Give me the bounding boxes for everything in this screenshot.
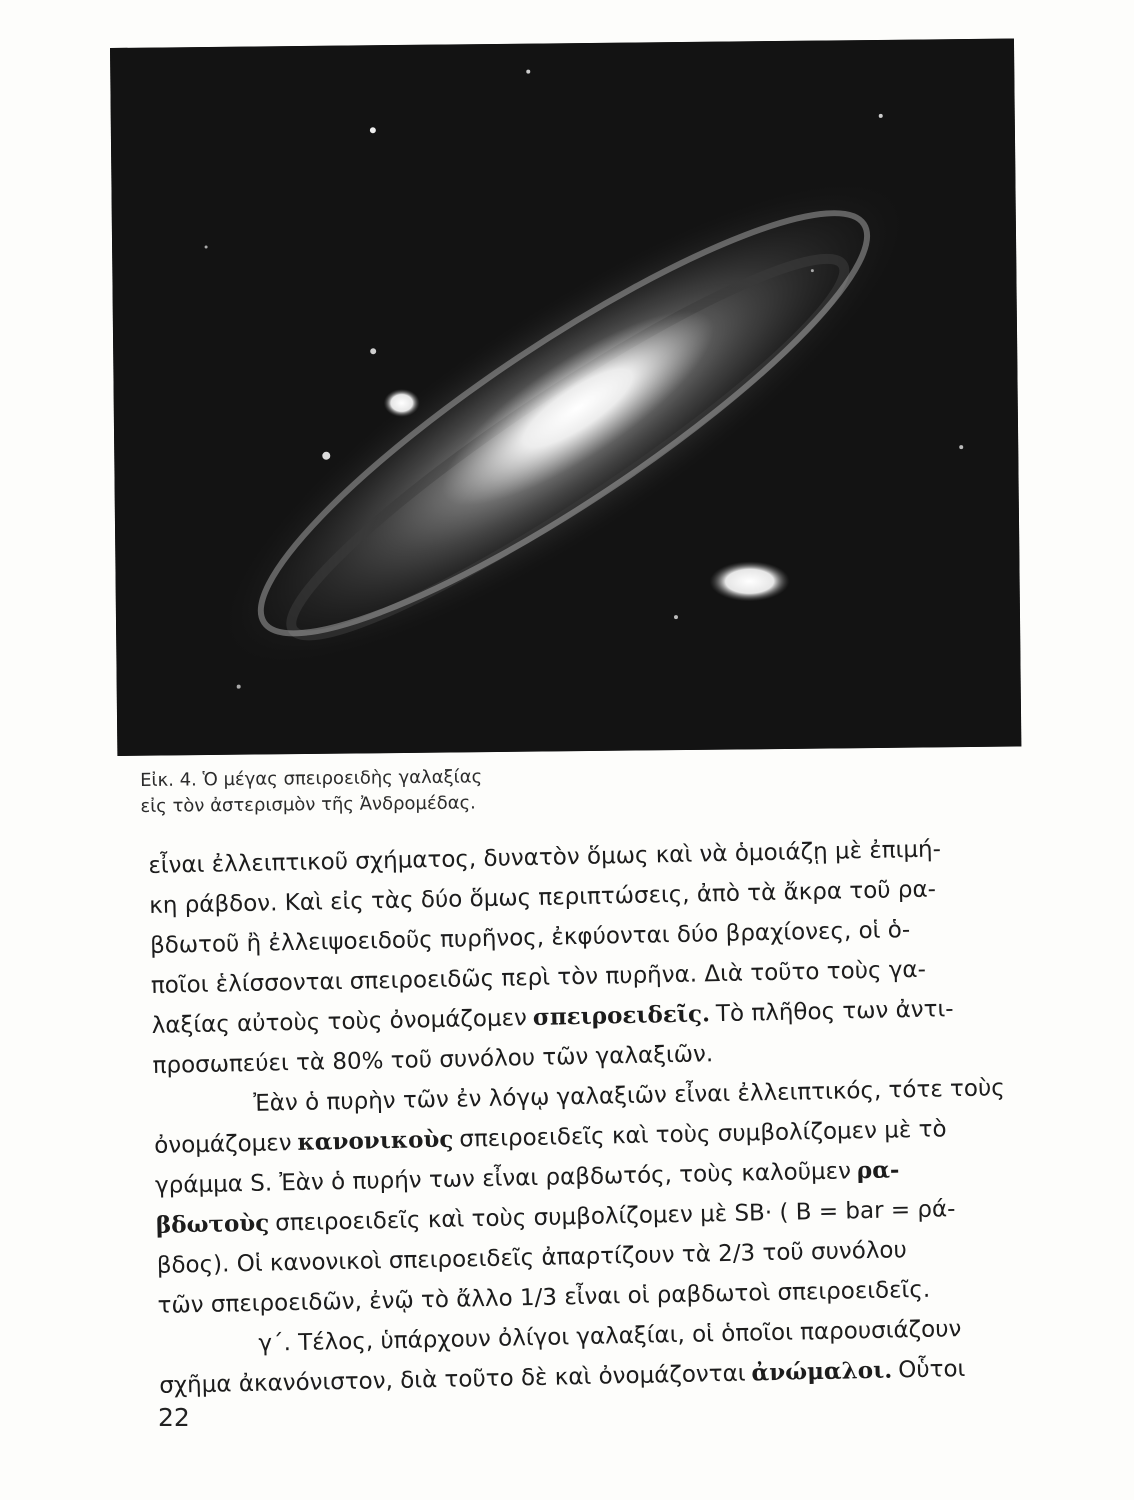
term-barred-part1: ρα- [856, 1156, 900, 1185]
body-text [148, 828, 1040, 1406]
text-span: κη ράβδον. Καὶ εἰς τὰς δύο ὅμως περιπτώσεις, ἀπὸ τὰ ἄκρα τοῦ ρα- [148, 876, 937, 919]
text-span: γ΄. Τέλος, ὑπάρχουν ὀλίγοι γαλαξίαι, οἱ ὁποῖοι παρουσιάζουν [258, 1316, 962, 1357]
figure-caption [140, 761, 841, 820]
term-normal: κανονικοὺς [297, 1125, 454, 1156]
text-span: Ἐὰν ὁ πυρὴν τῶν ἐν λόγῳ γαλαξιῶν εἶναι ἐλλειπτικός, τότε τοὺς [253, 1075, 1006, 1117]
text-span: Οὗτοι [897, 1356, 966, 1384]
text-span: ὀνομάζομεν [154, 1130, 292, 1159]
text-span: σπειροειδεῖς καὶ τοὺς συμβολίζομεν μὲ SB· ( B = bar = ρά- [274, 1196, 956, 1237]
galaxy-photograph [110, 39, 1021, 756]
term-spiral: σπειροειδεῖς. [532, 1000, 711, 1031]
page-number: 22 [158, 1403, 190, 1432]
text-span: ποῖοι ἑλίσσονται σπειροειδῶς περὶ τὸν πυρῆνα. Διὰ τοῦτο τοὺς γα- [150, 956, 927, 999]
text-span: τῶν σπειροειδῶν, ἐνῷ τὸ ἄλλο 1/3 εἶναι οἱ ραβδωτοὶ σπειροειδεῖς. [157, 1276, 931, 1319]
text-span: σχῆμα ἀκανόνιστον, διὰ τοῦτο δὲ καὶ ὀνομάζονται [159, 1360, 746, 1399]
text-span: σπειροειδεῖς καὶ τοὺς συμβολίζομεν μὲ τὸ [459, 1116, 947, 1153]
text-span: προσωπεύει τὰ 80% τοῦ συνόλου τῶν γαλαξιῶν. [152, 1041, 714, 1079]
term-irregular: ἀνώμαλοι. [751, 1356, 893, 1387]
term-barred-part2: βδωτοὺς [155, 1209, 270, 1239]
text-span: εἶναι ἐλλειπτικοῦ σχήματος, δυνατὸν ὅμως καὶ νὰ ὁμοιάζῃ μὲ ἐπιμή- [148, 836, 942, 879]
text-span: Τὸ πλῆθος των ἀντι- [715, 996, 954, 1028]
caption-line: Εἰκ. 4. Ὁ μέγας σπειροειδὴς γαλαξίας [140, 766, 483, 791]
text-span: λαξίας αὐτοὺς τοὺς ὀνομάζομεν [151, 1005, 528, 1039]
text-span: γράμμα S. Ἐὰν ὁ πυρήν των εἶναι ραβδωτός, τοὺς καλοῦμεν [154, 1158, 852, 1199]
text-span: βδωτοῦ ἢ ἐλλειψοειδοῦς πυρῆνος, ἐκφύονται δύο βραχίονες, οἱ ὁ- [149, 917, 911, 959]
caption-line: εἰς τὸν ἀστερισμὸν τῆς Ἀνδρομέδας. [140, 792, 476, 817]
text-span: βδος). Οἱ κανονικοὶ σπειροειδεῖς ἀπαρτίζουν τὰ 2/3 τοῦ συνόλου [156, 1237, 908, 1279]
